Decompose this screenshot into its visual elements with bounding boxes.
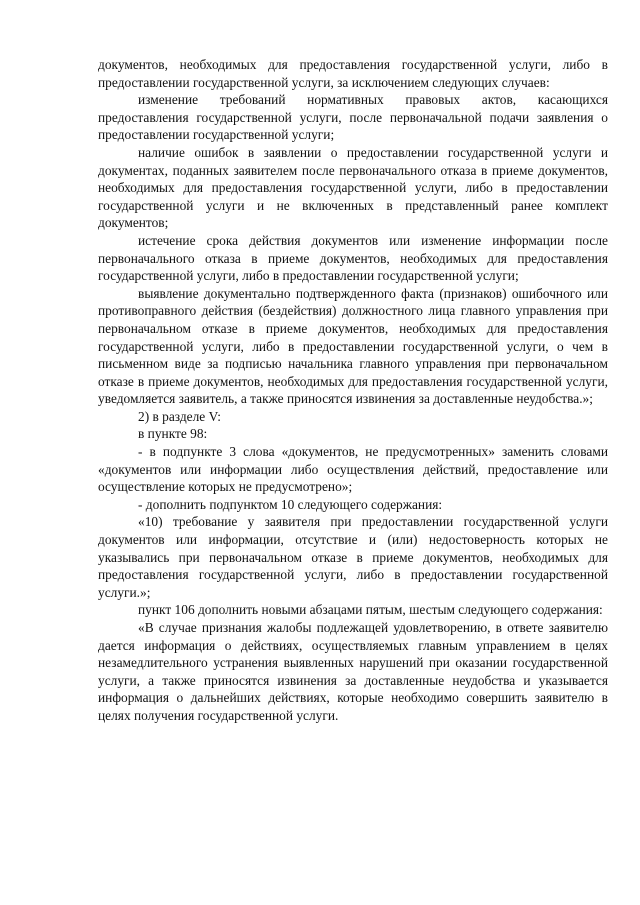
paragraph-case-errors: наличие ошибок в заявлении о предоставлении государственной услуги и документах, поданных заявителем после первоначального отказа в приеме документов, необходимых для предоставления государственной услуги, либо в предоставлении государственной услуги и не включенных в представленный ранее комплект документов; bbox=[98, 144, 608, 231]
paragraph-subitem-3: - в подпункте 3 слова «документов, не предусмотренных» заменить словами «документов или информации либо осуществления действий, предоставление или осуществление которых не предусмотрено»; bbox=[98, 444, 608, 495]
paragraph-add-subitem-10: - дополнить подпунктом 10 следующего содержания: bbox=[138, 496, 443, 512]
document-body bbox=[98, 56, 608, 725]
paragraph-case-wrongful-action: выявление документально подтвержденного факта (признаков) ошибочного или противоправного действия (бездействия) должностного лица главного управления при первоначальном отказе в приеме документов, необходимых для предоставления государственной услуги, либо в предоставлении государственной услуги, о чем в письменном виде за подписью начальника главного управления при первоначальном отказе в приеме документов, необходимых для предоставления государственной услуги, уведомляется заявитель, а также приносятся извинения за доставленные неудобства.»; bbox=[98, 285, 608, 407]
paragraph-section-v: 2) в разделе V: bbox=[138, 408, 221, 424]
paragraph-case-expiry: истечение срока действия документов или изменение информации после первоначального отказа в приеме документов, необходимых для предоставления государственной услуги, либо в предоставлении государственной услуги; bbox=[98, 232, 608, 284]
paragraph-subitem-10-text: «10) требование у заявителя при предоставлении государственной услуги документов или информации, отсутствие и (или) недостоверность которых не указывались при первоначальном отказе в приеме документов, необходимых для предоставления государственной услуги, либо в предоставлении государственной услуги.»; bbox=[98, 514, 608, 600]
paragraph-case-requirements-change: изменение требований нормативных правовых актов, касающихся предоставления государственной услуги, после первоначальной подачи заявления о предоставлении государственной услуги; bbox=[98, 92, 608, 143]
paragraph-complaint-satisfied: «В случае признания жалобы подлежащей удовлетворению, в ответе заявителю дается информация о действиях, осуществляемых главным управлением в целях незамедлительного устранения выявленных нарушений при оказании государственной услуги, а также приносятся извинения за доставленные неудобства и указывается информация о дальнейших действиях, которые необходимо совершить заявителю в целях получения государственной услуги. bbox=[98, 620, 608, 723]
paragraph-item-106: пункт 106 дополнить новыми абзацами пятым, шестым следующего содержания: bbox=[138, 602, 603, 618]
paragraph-continuation: документов, необходимых для предоставления государственной услуги, либо в предоставлении государственной услуги, за исключением следующих случаев: bbox=[98, 57, 608, 90]
paragraph-item-98: в пункте 98: bbox=[138, 426, 208, 442]
